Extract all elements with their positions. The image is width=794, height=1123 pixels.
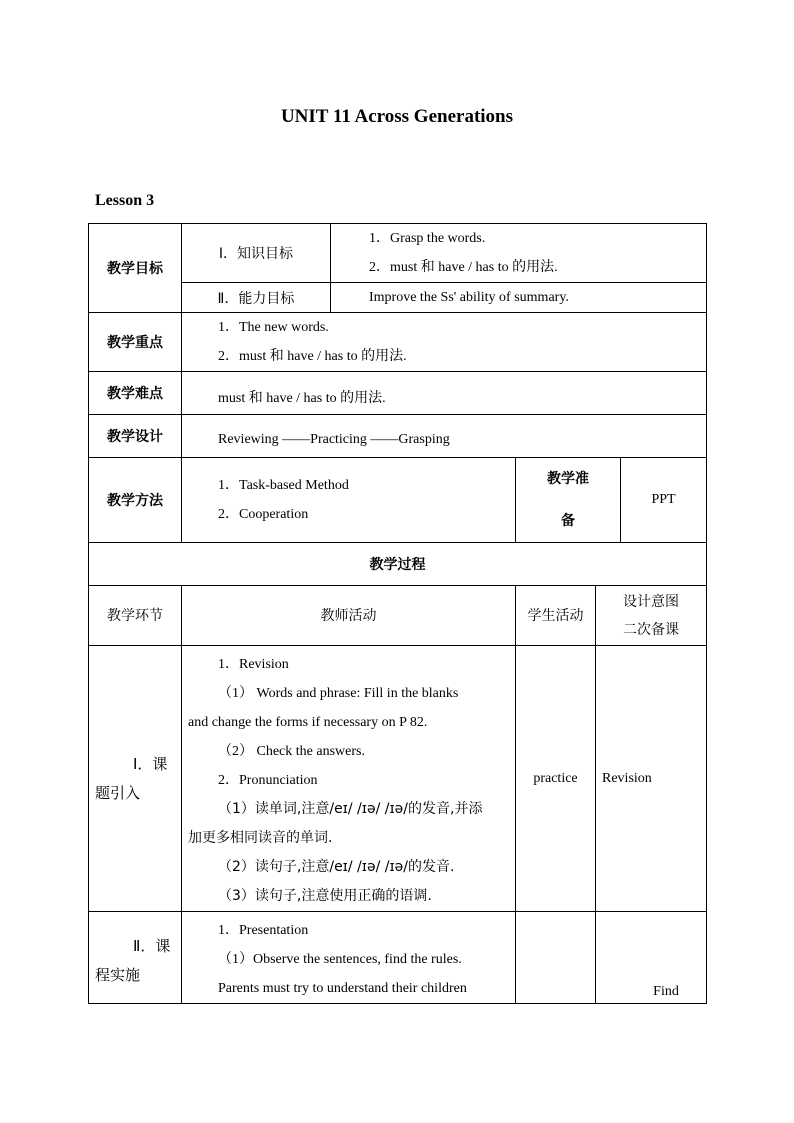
page-title: UNIT 11 Across Generations	[280, 106, 514, 127]
teacher-line: （3）读句子,注意使用正确的语调.	[218, 888, 432, 904]
teacher-line: 1．Revision	[218, 657, 289, 672]
ability-objective-label: Ⅱ．能力目标	[182, 283, 331, 313]
preparation-header-line: 教学准	[547, 471, 589, 487]
stage1-intent: Revision	[596, 646, 707, 912]
teacher-line: Parents must try to understand their children	[218, 981, 467, 996]
stage1-teacher-activity	[182, 646, 516, 912]
teacher-line: （1）Observe the sentences, find the rules.	[218, 952, 462, 967]
key-point-item: 1．The new words.	[218, 320, 329, 335]
col-intent	[596, 586, 707, 646]
methods-header: 教学方法	[89, 458, 182, 543]
teacher-line: 1．Presentation	[218, 923, 309, 938]
objectives-row-ability	[89, 283, 707, 313]
knowledge-item: 1．Grasp the words.	[369, 231, 486, 246]
col-teacher-activity: 教师活动	[182, 586, 516, 646]
stage1-row	[89, 646, 707, 912]
preparation-header-line: 备	[561, 513, 575, 529]
key-point-item: 2．must 和 have / has to 的用法.	[218, 349, 407, 364]
key-points-cell	[182, 313, 707, 372]
key-points-header: 教学重点	[89, 313, 182, 372]
ability-objective-text: Improve the Ss' ability of summary.	[331, 283, 707, 313]
methods-row	[89, 458, 707, 543]
teacher-line: 2．Pronunciation	[218, 773, 318, 788]
process-columns-row	[89, 586, 707, 646]
teacher-line: （1） Words and phrase: Fill in the blanks	[218, 686, 459, 701]
lesson-heading: Lesson 3	[95, 192, 155, 209]
stage2-intent: Find	[596, 912, 707, 1004]
design-row	[89, 415, 707, 458]
method-item: 2．Cooperation	[218, 507, 309, 522]
stage1-label-line: Ⅰ．课	[133, 754, 168, 773]
teacher-line: （2）读句子,注意/eɪ/ /ɪə/ /ɪə/的发音.	[218, 859, 455, 875]
stage2-student-activity	[516, 912, 596, 1004]
preparation-value: PPT	[621, 458, 707, 543]
col-student-activity: 学生活动	[516, 586, 596, 646]
col-intent-line: 二次备课	[623, 621, 680, 638]
teacher-line: 加更多相同读音的单词.	[188, 830, 333, 846]
stage2-label-line: Ⅱ．课	[133, 937, 171, 955]
lesson-plan-table	[88, 223, 707, 1004]
teacher-line: （1）读单词,注意/eɪ/ /ɪə/ /ɪə/的发音,并添	[218, 801, 483, 817]
methods-cell	[182, 458, 516, 543]
col-stage: 教学环节	[89, 586, 182, 646]
design-header: 教学设计	[89, 415, 182, 458]
col-intent-line: 设计意图	[623, 593, 680, 610]
objectives-row-knowledge	[89, 224, 707, 283]
stage1-label	[89, 646, 182, 912]
teacher-line: and change the forms if necessary on P 82.	[188, 715, 428, 730]
design-text: Reviewing ——Practicing ——Grasping	[182, 415, 707, 458]
process-header: 教学过程	[89, 543, 707, 586]
knowledge-objective-label: Ⅰ．知识目标	[182, 224, 331, 283]
knowledge-item: 2．must 和 have / has to 的用法.	[369, 260, 558, 275]
teacher-line: （2） Check the answers.	[218, 744, 365, 759]
objectives-header: 教学目标	[89, 224, 182, 313]
difficulties-row	[89, 372, 707, 415]
difficulties-text: must 和 have / has to 的用法.	[182, 372, 707, 415]
stage1-student-activity: practice	[516, 646, 596, 912]
stage2-row	[89, 912, 707, 1004]
knowledge-objective-cell	[331, 224, 707, 283]
stage2-label-line: 程实施	[95, 966, 141, 984]
difficulties-header: 教学难点	[89, 372, 182, 415]
method-item: 1．Task-based Method	[218, 478, 349, 493]
stage2-label	[89, 912, 182, 1004]
preparation-header	[516, 458, 621, 543]
key-points-row	[89, 313, 707, 372]
process-header-row	[89, 543, 707, 586]
stage1-label-line: 题引入	[95, 783, 141, 802]
stage2-teacher-activity	[182, 912, 516, 1004]
